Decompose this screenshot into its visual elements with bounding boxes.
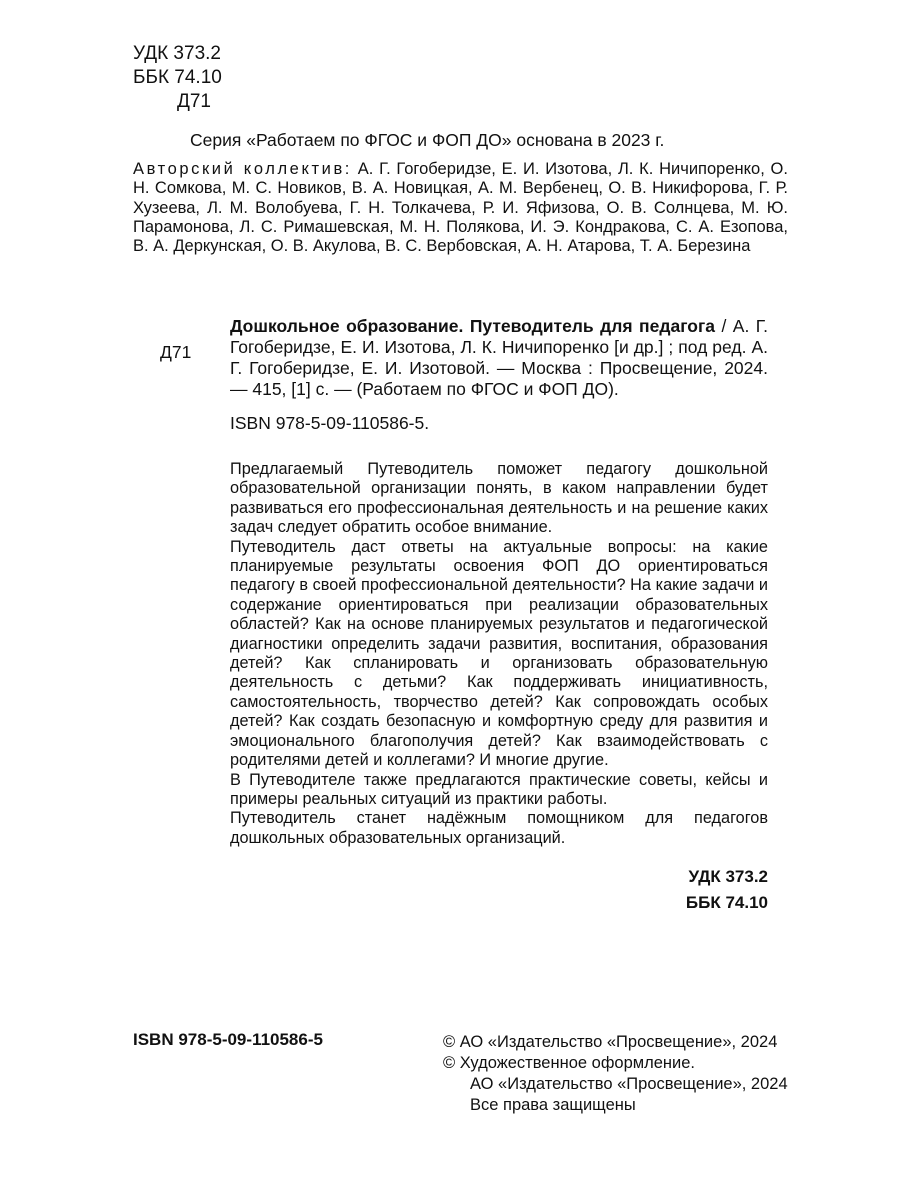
annotation-paragraph: В Путеводителе также предлагаются практические советы, кейсы и примеры реальных ситуаций из практики работы. — [230, 770, 768, 808]
footer-bbk-code: ББК 74.10 — [685, 893, 768, 912]
copyright-line: АО «Издательство «Просвещение», 2024 — [470, 1075, 788, 1093]
copyright-line: Все права защищены — [470, 1096, 636, 1114]
series-note: Серия «Работаем по ФГОС и ФОП ДО» основана в 2023 г. — [190, 130, 665, 150]
authors-block — [133, 160, 788, 256]
copyright-line: © АО «Издательство «Просвещение», 2024 — [443, 1033, 778, 1051]
header-classification-codes — [133, 42, 222, 114]
bibliographic-record — [230, 316, 768, 400]
footer-udk-code: УДК 373.2 — [688, 867, 768, 886]
authors-label: Авторский коллектив: — [133, 160, 352, 178]
bbk-code: ББК 74.10 — [133, 67, 222, 88]
authors-names: А. Г. Гогоберидзе, Е. И. Изотова, Л. К. Ничипоренко, О. Н. Сомкова, М. С. Новиков, В. А. Новицкая, А. М. Вербенец, О. В. Никифорова, Г. Р. Хузеева, Л. М. Волобуева, Г. Н. Толкачева, Р. И. Яфизова, О. В. Солнцева, М. Ю. Парамонова, Л. С. Римашевская, М. Н. Полякова, И. Э. Кондракова, С. А. Езопова, В. А. Деркунская, О. В. Акулова, В. С. Вербовская, А. Н. Атарова, Т. А. Березина — [133, 160, 788, 256]
annotation — [230, 460, 768, 848]
biblio-author-mark: Д71 — [160, 342, 192, 362]
annotation-paragraph: Путеводитель даст ответы на актуальные вопросы: на какие планируемые результаты освоения ФОП ДО ориентироваться педагогу в своей профессиональной деятельности? На какие задачи и содержание ориентироваться при реализации образовательных областей? Как на основе планируемых результатов и педагогической диагностики определить задачи развития, воспитания, образования детей? Как спланировать и организовать образовательную деятельность с детьми? Как поддерживать инициативность, самостоятельность, творчество детей? Как сопровождать особых детей? Как создать безопасную и комфортную среду для развития и эмоционального благополучия детей? Как взаимодействовать с родителями детей и коллегами? И многие другие. — [230, 537, 768, 770]
annotation-paragraph: Предлагаемый Путеводитель поможет педагогу дошкольной образовательной организации понять, в каком направлении будет развиваться его профессиональная деятельность и на решение каких задач следует обратить особое внимание. — [230, 460, 768, 537]
biblio-details: / А. Г. Гогоберидзе, Е. И. Изотова, Л. К. Ничипоренко [и др.] ; под ред. А. Г. Гогоберидзе, Е. И. Изотовой. — Москва : Просвещение, 2024. — 415, [1] с. — (Работаем по ФГОС и ФОП ДО). — [230, 316, 768, 399]
author-mark: Д71 — [177, 91, 212, 112]
udk-code: УДК 373.2 — [133, 43, 221, 64]
biblio-isbn: ISBN 978-5-09-110586-5. — [230, 413, 430, 433]
annotation-paragraph: Путеводитель станет надёжным помощником для педагогов дошкольных образовательных организаций. — [230, 809, 768, 847]
copyright-line: © Художественное оформление. — [443, 1054, 695, 1072]
isbn-bottom: ISBN 978-5-09-110586-5 — [133, 1030, 323, 1049]
copyright-block — [443, 1032, 788, 1116]
book-title: Дошкольное образование. Путеводитель для педагога — [230, 316, 715, 336]
footer-classification-codes — [686, 864, 768, 916]
